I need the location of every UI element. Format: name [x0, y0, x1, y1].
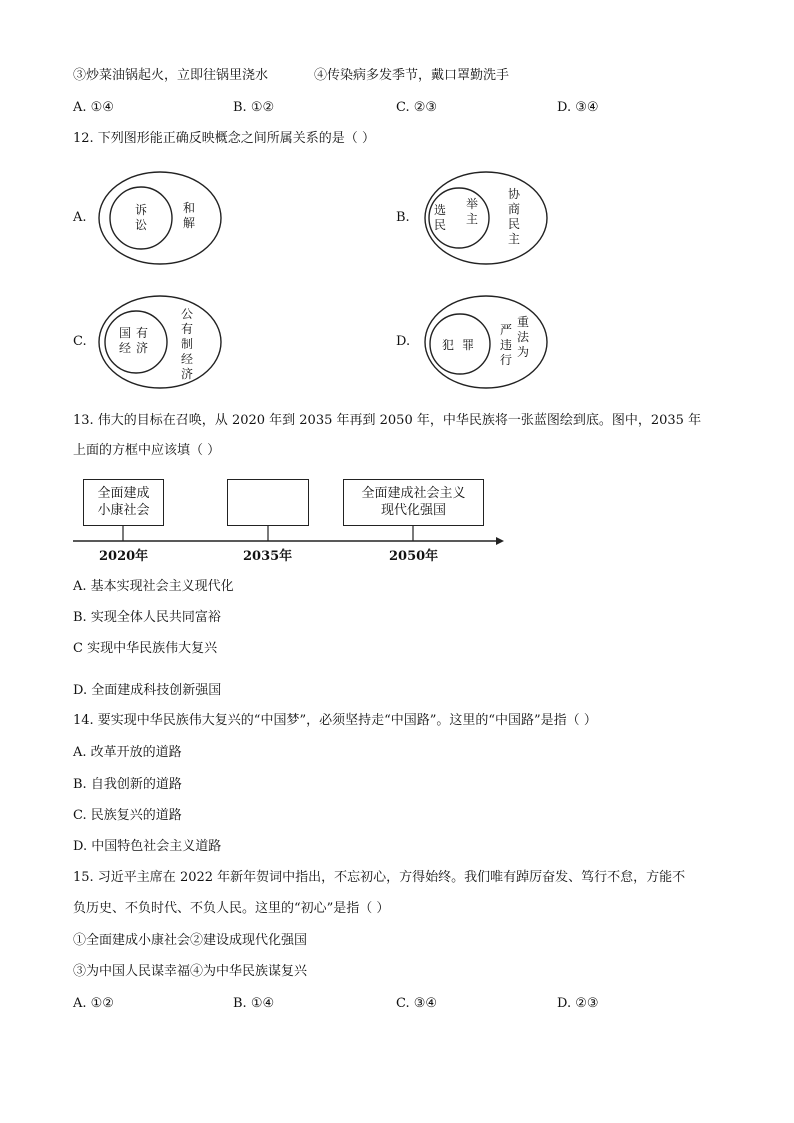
diagram-b-inner-char: 选 — [434, 203, 447, 217]
diagram-d-inner-circle — [430, 314, 490, 374]
q15-stem-line1: 15. 习近平主席在 2022 年新年贺词中指出，不忘初心，方得始终。我们唯有踔厉奋发、笃行不怠，方能不 — [73, 870, 686, 885]
q15-items-line2: ③为中国人民谋幸福④为中华民族谋复兴 — [73, 964, 308, 979]
diagram-b-outer-char: 商 — [508, 202, 521, 216]
diagram-c-inner-char: 国 — [119, 326, 132, 340]
q12-stem: 12. 下列图形能正确反映概念之间所属关系的是（ ） — [73, 131, 375, 146]
q13-option-b: B. 实现全体人民共同富裕 — [73, 610, 221, 625]
q13-stem-line2: 上面的方框中应该填（ ） — [73, 443, 221, 458]
diagram-c-inner-char: 有 — [136, 326, 149, 340]
diagram-b-outer-char: 主 — [508, 232, 521, 246]
timeline-box-2050-line1: 全面建成社会主义 — [361, 486, 466, 501]
q15-option-b: B. ①④ — [233, 996, 275, 1011]
diagram-d-inner-char: 犯 — [442, 338, 455, 352]
q15-items-line1: ①全面建成小康社会②建设成现代化强国 — [73, 933, 308, 948]
q12-diagram-d — [418, 290, 554, 394]
timeline-box-2035-blank — [227, 479, 309, 526]
q13-option-c: C 实现中华民族伟大复兴 — [73, 641, 218, 656]
diagram-b-outer-char: 民 — [508, 217, 521, 231]
q12-option-a-letter: A. — [73, 210, 87, 225]
q11-option-c: C. ②③ — [396, 100, 438, 115]
q11-item-4: ④传染病多发季节，戴口罩勤洗手 — [314, 68, 510, 83]
diagram-d-outer-char: 法 — [517, 330, 530, 344]
diagram-c-outer-char: 济 — [181, 367, 194, 381]
q13-option-a: A. 基本实现社会主义现代化 — [73, 579, 234, 594]
q12-option-d-letter: D. — [396, 334, 411, 349]
q14-option-c: C. 民族复兴的道路 — [73, 808, 182, 823]
q11-option-b: B. ①② — [233, 100, 275, 115]
q15-option-c: C. ③④ — [396, 996, 438, 1011]
q15-stem-line2: 负历史、不负时代、不负人民。这里的“初心”是指（ ） — [73, 901, 390, 916]
q13-stem-line1: 13. 伟大的目标在召唤，从 2020 年到 2035 年再到 2050 年，中华民族将一张蓝图绘到底。图中，2035 年 — [73, 413, 702, 428]
diagram-a-outer-ellipse — [99, 172, 221, 264]
timeline-year-2050: 2050年 — [389, 549, 439, 564]
q14-option-d: D. 中国特色社会主义道路 — [73, 839, 222, 854]
q11-item-3: ③炒菜油锅起火，立即往锅里浇水 — [73, 68, 269, 83]
diagram-c-outer-char: 经 — [181, 352, 194, 366]
diagram-d-outer-char: 为 — [517, 345, 530, 359]
q12-diagram-c — [94, 290, 228, 394]
diagram-b-inner-char: 民 — [434, 218, 447, 232]
timeline-year-2035: 2035年 — [243, 549, 293, 564]
q11-option-a: A. ①④ — [73, 100, 114, 115]
diagram-c-outer-char: 有 — [181, 322, 194, 336]
diagram-d-outer-char: 行 — [500, 353, 513, 367]
diagram-a-inner-char: 讼 — [135, 218, 148, 232]
diagram-c-outer-char: 公 — [181, 307, 194, 321]
q15-option-a: A. ①② — [73, 996, 114, 1011]
diagram-a-outer-char: 解 — [183, 216, 196, 230]
diagram-c-outer-ellipse — [99, 296, 221, 388]
q12-diagram-b — [418, 166, 554, 270]
q12-option-b-letter: B. — [396, 210, 410, 225]
diagram-d-inner-char: 罪 — [462, 338, 475, 352]
timeline-year-2020: 2020年 — [99, 549, 149, 564]
q14-stem: 14. 要实现中华民族伟大复兴的“中国梦”，必须坚持走“中国路”。这里的“中国路”是指（ ） — [73, 713, 597, 728]
diagram-c-inner-char: 经 — [119, 341, 132, 355]
diagram-c-inner-char: 济 — [136, 341, 149, 355]
diagram-a-outer-char: 和 — [183, 201, 196, 215]
timeline-box-2020-line2: 小康社会 — [97, 503, 150, 518]
diagram-b-inner-char: 举 — [466, 197, 479, 211]
timeline-box-2050-line2: 现代化强国 — [380, 503, 446, 518]
timeline-box-2020-line1: 全面建成 — [97, 486, 150, 501]
diagram-d-outer-char: 重 — [517, 315, 530, 329]
q12-option-c-letter: C. — [73, 334, 87, 349]
q12-diagram-a — [94, 166, 228, 270]
timeline-arrowhead — [496, 537, 504, 545]
q14-option-a: A. 改革开放的道路 — [73, 745, 182, 760]
diagram-d-outer-char: 违 — [500, 338, 513, 352]
diagram-d-outer-char: 严 — [500, 323, 513, 337]
timeline-box-2020 — [83, 479, 164, 526]
timeline-box-2050 — [343, 479, 484, 526]
diagram-a-inner-char: 诉 — [135, 203, 148, 217]
q15-option-d: D. ②③ — [557, 996, 599, 1011]
q13-option-d: D. 全面建成科技创新强国 — [73, 683, 222, 698]
diagram-c-outer-char: 制 — [181, 337, 194, 351]
q14-option-b: B. 自我创新的道路 — [73, 777, 182, 792]
q11-option-d: D. ③④ — [557, 100, 599, 115]
diagram-b-inner-char: 主 — [466, 212, 479, 226]
diagram-b-outer-char: 协 — [508, 187, 521, 201]
